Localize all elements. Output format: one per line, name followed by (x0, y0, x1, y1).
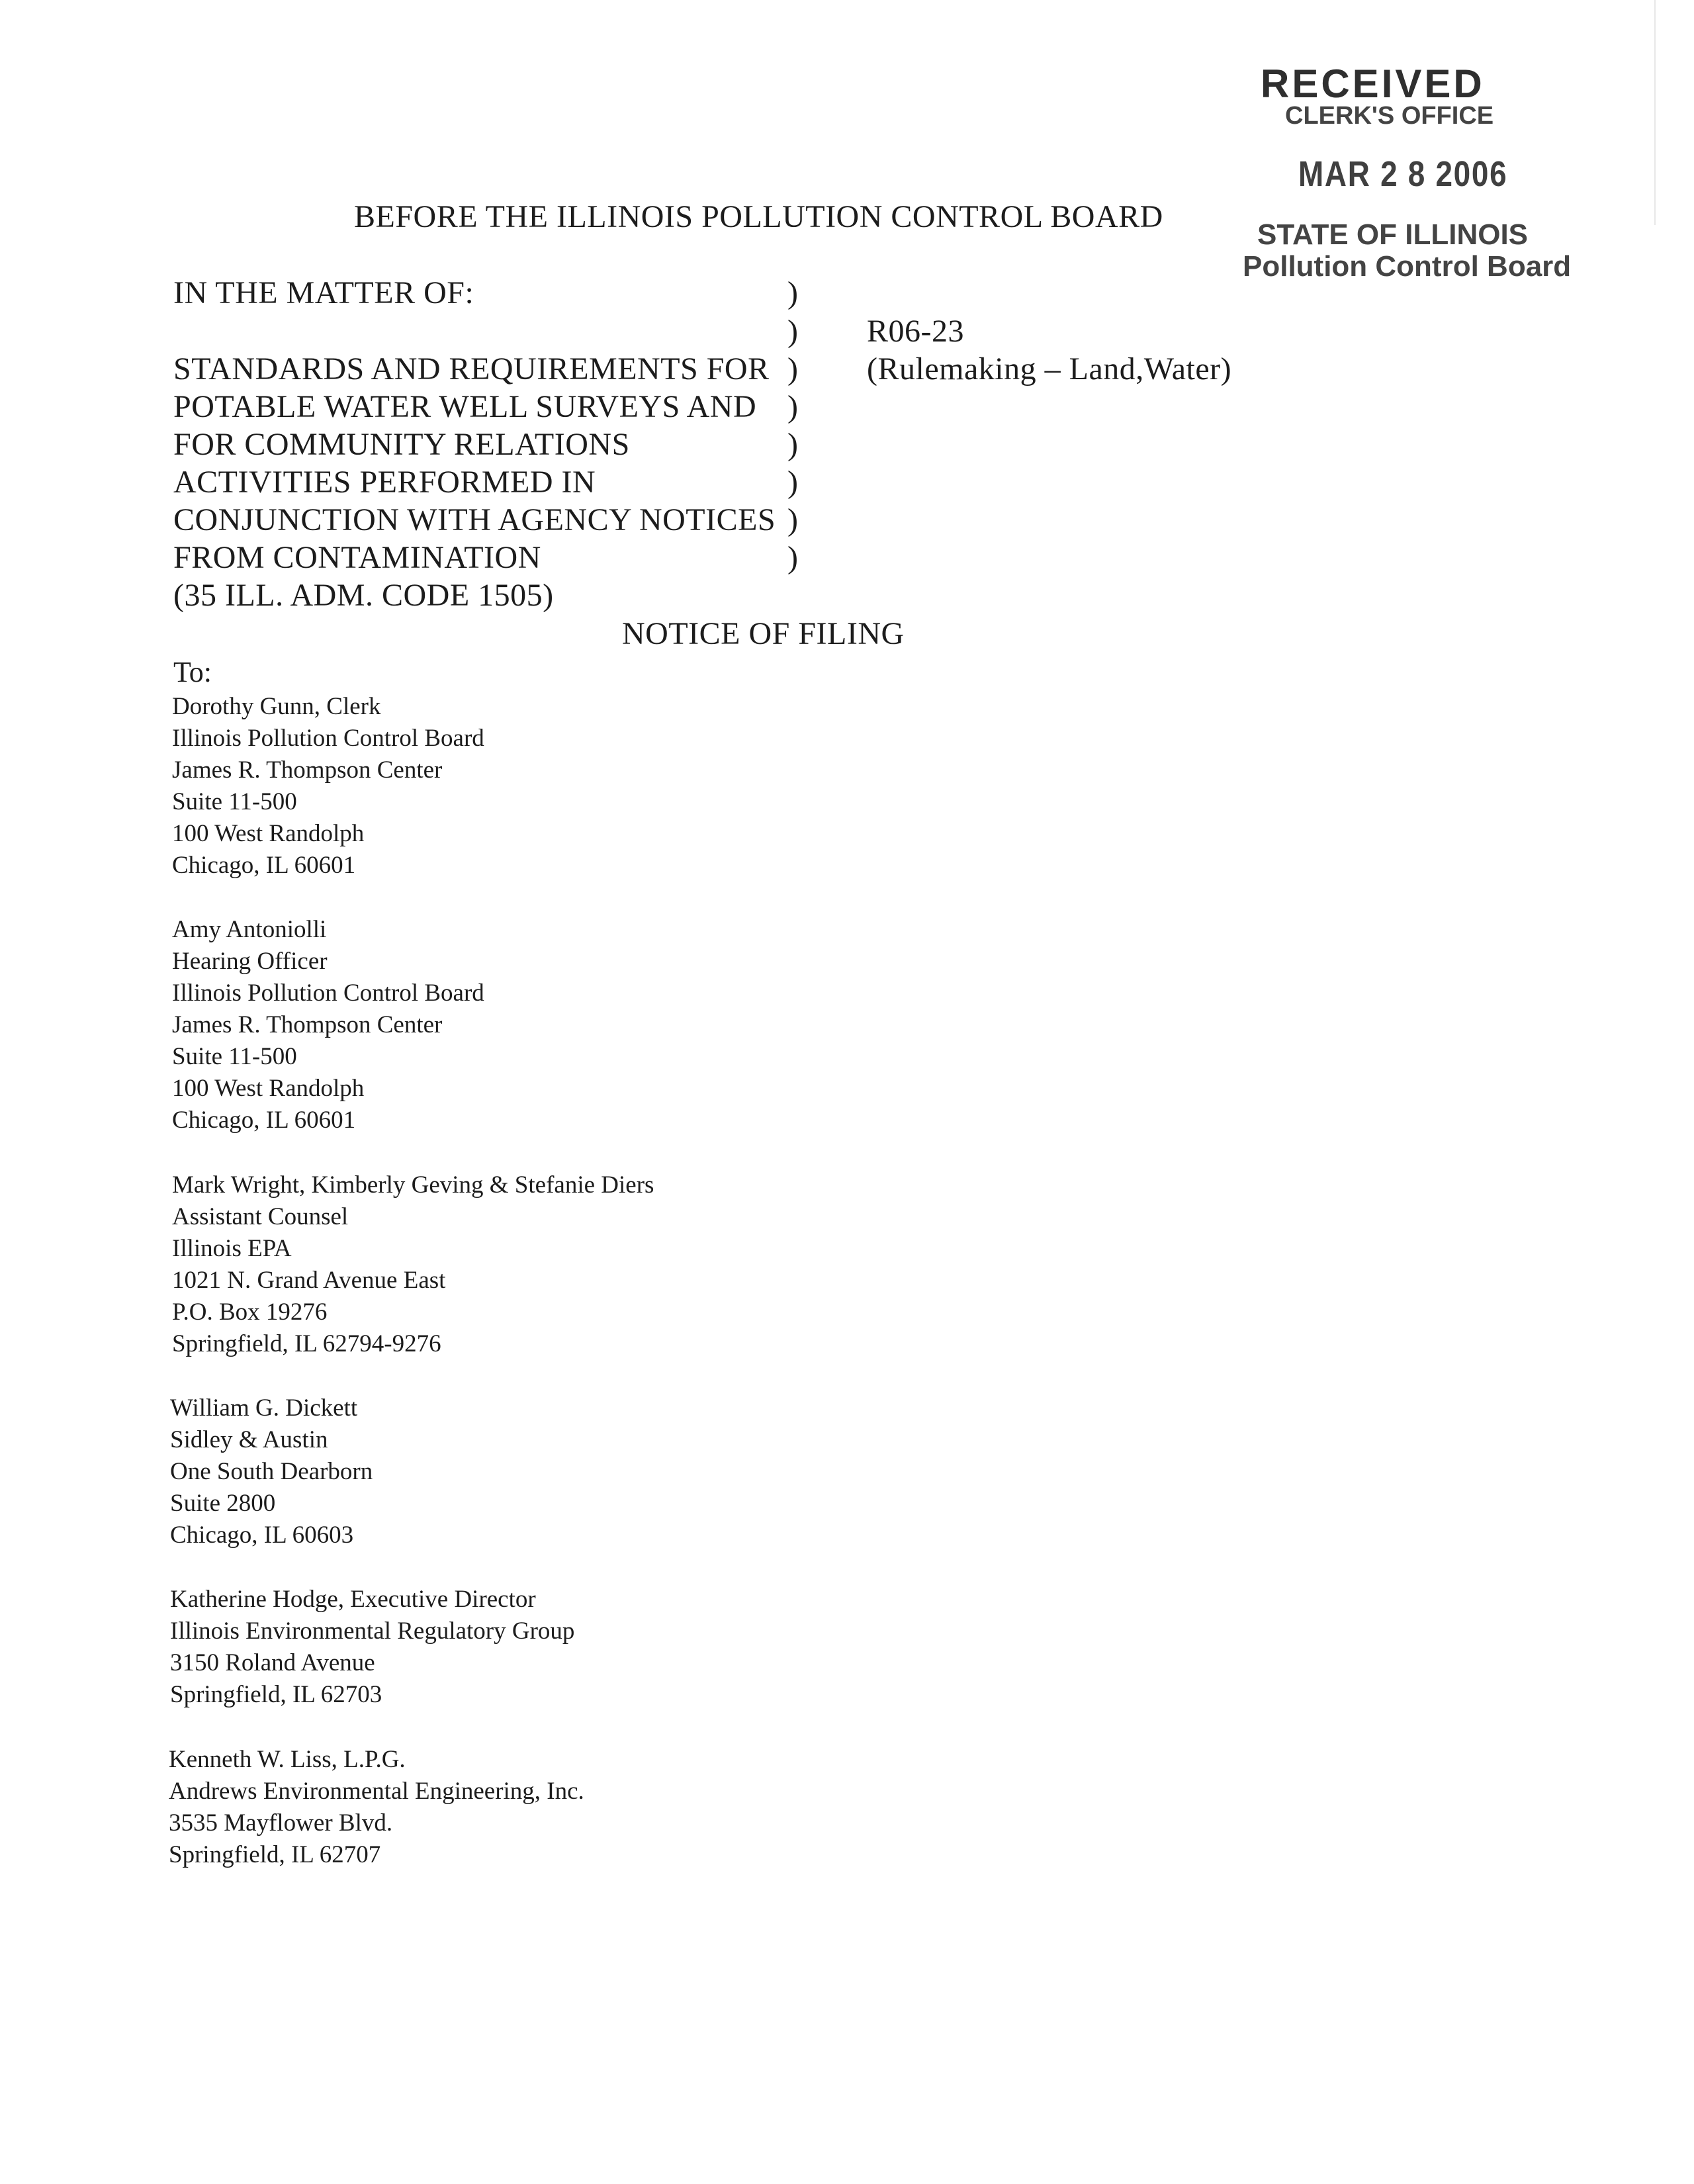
to-label: To: (173, 656, 212, 688)
docket-type: (Rulemaking – Land,Water) (867, 351, 1232, 387)
recipient-line: Illinois EPA (172, 1235, 292, 1262)
recipient-line: 3150 Roland Avenue (170, 1649, 375, 1676)
board-heading: BEFORE THE ILLINOIS POLLUTION CONTROL BOARD (354, 199, 1163, 234)
recipient-line: Chicago, IL 60601 (172, 1107, 356, 1134)
recipient-line: Illinois Pollution Control Board (172, 725, 484, 752)
recipient-line: James R. Thompson Center (172, 756, 443, 784)
recipient-line: Suite 2800 (170, 1490, 276, 1517)
stamp-received: RECEIVED (1261, 62, 1485, 106)
recipient-block (172, 914, 484, 1136)
recipient-line: James R. Thompson Center (172, 1011, 443, 1038)
recipient-block (170, 1392, 373, 1551)
recipient-line: Katherine Hodge, Executive Director (170, 1586, 536, 1613)
stamp-board: Pollution Control Board (1243, 250, 1572, 283)
recipient-line: Chicago, IL 60601 (172, 852, 356, 879)
caption-line-3: STANDARDS AND REQUIREMENTS FOR (173, 351, 770, 387)
recipient-line: Illinois Pollution Control Board (172, 979, 484, 1007)
recipient-line: Springfield, IL 62707 (169, 1841, 381, 1868)
recipient-line: Mark Wright, Kimberly Geving & Stefanie Diers (172, 1171, 654, 1199)
recipient-line: Suite 11-500 (172, 788, 297, 815)
caption-paren: ) (787, 465, 798, 500)
recipient-line: Hearing Officer (172, 948, 328, 975)
stamp-clerks-office: CLERK'S OFFICE (1285, 102, 1494, 130)
stamp-date: MAR 2 8 2006 (1298, 154, 1508, 194)
recipient-line: Andrews Environmental Engineering, Inc. (169, 1778, 584, 1805)
recipient-line: 3535 Mayflower Blvd. (169, 1809, 393, 1837)
recipient-block (170, 1584, 574, 1711)
caption-line-6: ACTIVITIES PERFORMED IN (173, 465, 596, 500)
recipient-line: William G. Dickett (170, 1394, 358, 1422)
recipient-line: Springfield, IL 62794-9276 (172, 1330, 441, 1357)
caption-line-8: FROM CONTAMINATION (173, 540, 541, 575)
recipient-line: One South Dearborn (170, 1458, 373, 1485)
docket-number: R06-23 (867, 314, 964, 349)
caption-paren: ) (787, 427, 798, 462)
notice-title: NOTICE OF FILING (622, 616, 905, 651)
recipient-block (169, 1744, 584, 1871)
recipient-line: Sidley & Austin (170, 1426, 328, 1453)
caption-line-9: (35 ILL. ADM. CODE 1505) (173, 578, 554, 613)
recipient-line: Illinois Environmental Regulatory Group (170, 1617, 575, 1645)
caption-paren: ) (787, 351, 798, 387)
recipient-block (172, 691, 484, 882)
recipient-line: P.O. Box 19276 (172, 1298, 328, 1326)
recipient-line: Amy Antoniolli (172, 916, 327, 943)
caption-line-4: POTABLE WATER WELL SURVEYS AND (173, 389, 757, 424)
caption-paren: ) (787, 389, 798, 424)
recipient-line: 100 West Randolph (172, 1075, 365, 1102)
recipient-line: Suite 11-500 (172, 1043, 297, 1070)
recipient-line: 1021 N. Grand Avenue East (172, 1267, 446, 1294)
caption-paren: ) (787, 502, 798, 537)
recipient-line: Assistant Counsel (172, 1203, 349, 1230)
caption-paren: ) (787, 275, 798, 310)
caption-line-7: CONJUNCTION WITH AGENCY NOTICES (173, 502, 776, 537)
caption-line-5: FOR COMMUNITY RELATIONS (173, 427, 630, 462)
caption-line-1: IN THE MATTER OF: (173, 275, 474, 310)
scan-edge-line (1654, 0, 1656, 225)
recipient-line: Kenneth W. Liss, L.P.G. (169, 1746, 406, 1773)
recipient-block (172, 1169, 654, 1360)
caption-paren: ) (787, 314, 798, 349)
recipient-line: Springfield, IL 62703 (170, 1681, 382, 1708)
stamp-state: STATE OF ILLINOIS (1257, 218, 1529, 251)
recipient-line: 100 West Randolph (172, 820, 365, 847)
recipient-line: Dorothy Gunn, Clerk (172, 693, 381, 720)
recipient-line: Chicago, IL 60603 (170, 1522, 354, 1549)
caption-paren: ) (787, 540, 798, 575)
